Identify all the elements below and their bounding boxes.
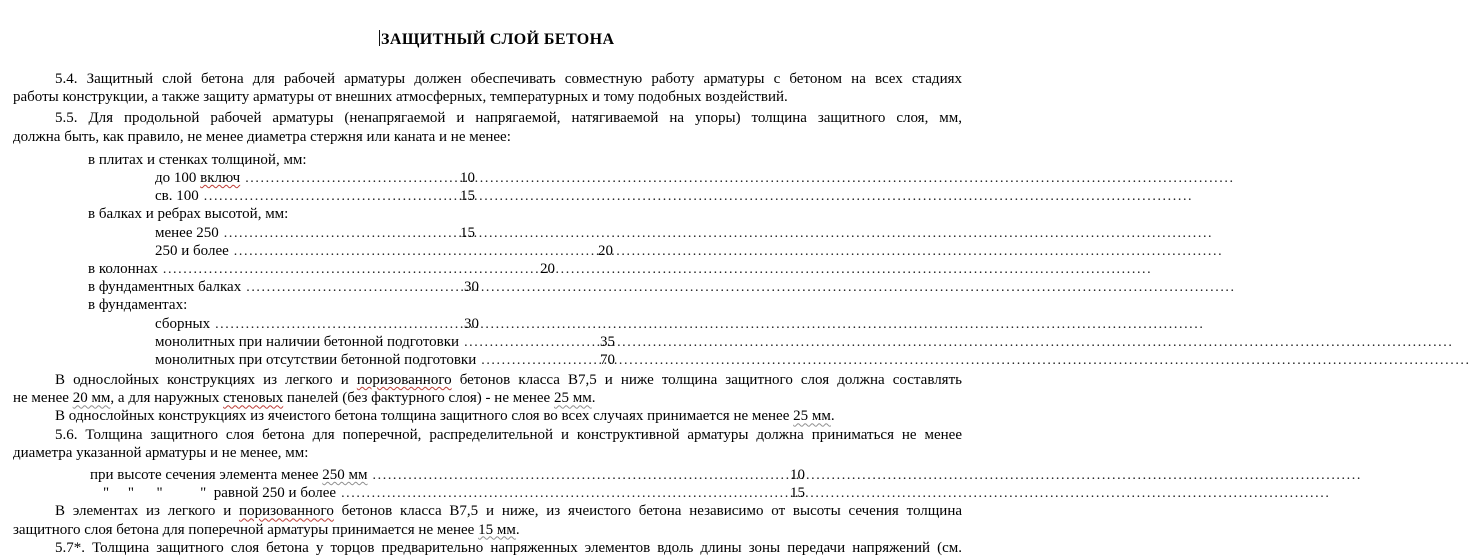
spec-row-monolithic-no-prep: монолитных при отсутствии бетонной подготовки ..... 70 xyxy=(155,351,565,369)
spec-row-height-250-and-more: " " " " равной 250 и более ..... 15 xyxy=(103,484,705,502)
page-title-text: ЗАЩИТНЫЙ СЛОЙ БЕТОНА xyxy=(381,31,615,48)
row-value: 30 xyxy=(464,315,479,332)
row-value: 15 xyxy=(460,188,475,205)
paragraph-single-layer-1 xyxy=(13,371,962,407)
dot-leader xyxy=(234,243,1223,261)
spec-row-columns: в колоннах ..... 20 xyxy=(88,260,490,278)
row-value: 20 xyxy=(540,260,555,277)
paragraph-5-6 xyxy=(13,426,962,462)
spec-row-foundation-beams: в фундаментных балках ..... 30 xyxy=(88,278,440,296)
text-cursor xyxy=(379,30,381,46)
paragraph-5-7-partial xyxy=(13,539,962,557)
spellcheck-word: поризованного xyxy=(356,372,452,389)
row-value: 20 xyxy=(598,242,613,259)
thickness-list-5-5 xyxy=(13,151,962,369)
list-heading-foundations: в фундаментах: xyxy=(88,297,188,314)
list-heading-beams: в балках и ребрах высотой, мм: xyxy=(88,206,289,223)
dot-leader xyxy=(163,261,1152,279)
dot-leader xyxy=(245,170,1234,188)
paragraph-single-layer-1-line-1: В однослойных конструкциях из легкого и поризованного бетонов класса В7,5 и ниже толщина защитного слоя должна составлять xyxy=(55,372,962,389)
spec-row-height-less-250: при высоте сечения элемента менее 250 мм ..... 10 xyxy=(90,466,750,484)
paragraph-5-5 xyxy=(13,109,962,145)
paragraph-5-6-line-1: 5.6. Толщина защитного слоя бетона для поперечной, распределительной и конструктивной арматуры должна приниматься не менее xyxy=(55,426,962,443)
dot-leader xyxy=(373,467,1362,485)
dot-leader xyxy=(246,279,1235,297)
spec-row-precast: сборных ..... 30 xyxy=(155,315,438,333)
spec-row-less-250: менее 250 ..... 15 xyxy=(155,224,442,242)
paragraph-5-5-line-1: 5.5. Для продольной рабочей арматуры (ненапрягаемой и напрягаемой, натягиваемой на упоры) толщина защитного слоя, мм, xyxy=(55,110,962,127)
row-value: 15 xyxy=(790,485,805,502)
grammar-check-phrase: 25 мм xyxy=(793,408,831,425)
spec-row-monolithic-with-prep: монолитных при наличии бетонной подготовки ..... 35 xyxy=(155,333,573,351)
list-heading-slabs: в плитах и стенках толщиной, мм: xyxy=(88,151,307,168)
row-value: 30 xyxy=(464,279,479,296)
page-title xyxy=(13,30,962,50)
grammar-check-phrase: 20 мм xyxy=(72,390,111,407)
paragraph-5-4-line-1: 5.4. Защитный слой бетона для рабочей арматуры должен обеспечивать совместную работу арматуры с бетоном на всех стадиях xyxy=(55,71,962,87)
dot-leader xyxy=(341,485,1330,503)
row-value: 15 xyxy=(460,224,475,241)
spellcheck-word: включ xyxy=(200,170,241,186)
dot-leader xyxy=(224,225,1213,243)
grammar-check-phrase: 250 мм xyxy=(322,467,368,484)
paragraph-5-5-line-2: должна быть, как правило, не менее диаметра стержня или каната и не менее: xyxy=(13,128,511,145)
grammar-check-phrase: 25 мм xyxy=(553,390,592,407)
row-value: 10 xyxy=(790,467,805,484)
spec-row-over-100: св. 100 ..... 15 xyxy=(155,187,445,205)
row-value: 35 xyxy=(600,333,615,350)
spec-row-up-to-100: до 100 включ ..... 10 xyxy=(155,169,447,187)
grammar-check-phrase: 15 мм xyxy=(478,521,516,538)
dot-leader xyxy=(204,188,1193,206)
paragraph-elements xyxy=(13,502,962,538)
dot-leader xyxy=(481,352,1470,370)
paragraph-5-4-line-2: работы конструкции, а также защиту арматуры от внешних атмосферных, температурных и тому подобных воздействий. xyxy=(13,89,788,106)
paragraph-elements-line-2: защитного слоя бетона для поперечной арматуры принимается не менее 15 мм. xyxy=(13,521,520,538)
row-value: 70 xyxy=(600,351,615,368)
paragraph-single-layer-2 xyxy=(13,407,962,425)
row-value: 10 xyxy=(460,170,475,186)
paragraph-single-layer-2-line-1: В однослойных конструкциях из ячеистого бетона толщина защитного слоя во всех случаях принимается не менее 25 мм. xyxy=(55,408,835,425)
spec-row-250-and-more: 250 и более ..... 20 xyxy=(155,242,545,260)
spellcheck-word: стеновых xyxy=(223,390,284,407)
paragraph-single-layer-1-line-2: не менее 20 мм, а для наружных стеновых панелей (без фактурного слоя) - не менее 25 мм. xyxy=(13,390,596,407)
paragraph-5-7-partial-line: 5.7*. Толщина защитного слоя бетона у торцов предварительно напряженных элементов вдоль длины зоны передачи напряжений (см. xyxy=(55,539,962,556)
paragraph-elements-line-1: В элементах из легкого и поризованного бетонов класса В7,5 и ниже, из ячеистого бетона независимо от высоты сечения толщина xyxy=(55,503,963,520)
paragraph-5-6-line-2: диаметра указанной арматуры и не менее, мм: xyxy=(13,444,309,461)
dot-leader xyxy=(215,316,1204,334)
paragraph-5-4 xyxy=(13,70,962,106)
spellcheck-word: поризованного xyxy=(239,503,334,520)
thickness-list-5-6 xyxy=(13,466,962,502)
